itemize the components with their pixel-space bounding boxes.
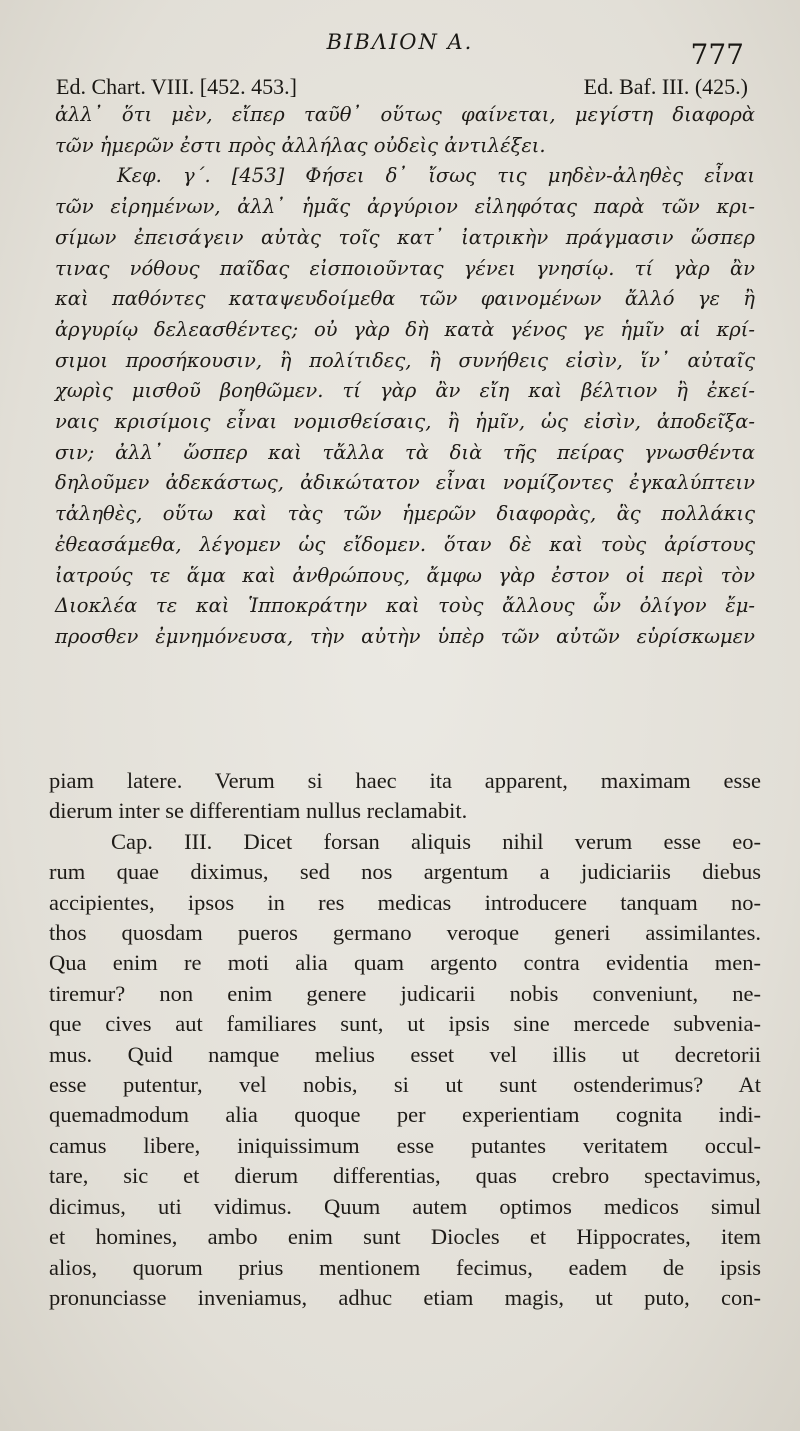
latin-line: dierum inter se differentiam nullus reclamabit. [49,798,468,824]
latin-line: que cives aut familiares sunt, ut ipsis sine mercede subvenia- [49,1011,761,1037]
greek-line: καὶ παθόντες καταψευδοίμεθα τῶν φαινομένων ἄλλό γε ἢ [55,287,755,311]
greek-line: προσθεν ἐμνημόνευσα, τὴν αὐτὴν ὑπὲρ τῶν αὐτῶν εὑρίσκωμεν [55,624,755,648]
greek-line: χωρὶς μισθοῦ βοηθῶμεν. τί γὰρ ἂν εἴη καὶ βέλτιον ἢ ἐκεί- [55,379,755,403]
greek-line: σιν; ἀλλ᾽ ὥσπερ καὶ τἄλλα τὰ διὰ τῆς πείρας γνωσθέντα [55,440,755,464]
latin-line: thos quosdam pueros germano veroque generi assimilantes. [49,920,761,946]
greek-line: ἀργυρίῳ δελεασθέντες; οὐ γὰρ δὴ κατὰ γένος γε ἡμῖν αἱ κρί- [55,317,755,341]
greek-line: τινας νόθους παῖδας εἰσποιοῦντας γένει γνησίῳ. τί γὰρ ἂν [55,256,755,280]
latin-line: alios, quorum prius mentionem fecimus, eadem de ipsis [49,1254,761,1280]
greek-line: ἀλλ᾽ ὅτι μὲν, εἴπερ ταῦθ᾽ οὕτως φαίνεται, μεγίστη διαφορὰ [55,103,755,126]
greek-line: σιμοι προσήκουσιν, ἢ πολίτιδες, ἢ συνήθεις εἰσὶν, ἵν᾽ αὐταῖς [55,348,755,372]
greek-text-block [55,100,755,653]
latin-line: camus libere, iniquissimum esse putantes veritatem occul- [49,1132,761,1158]
latin-line: Qua enim re moti alia quam argento contra evidentia men- [49,950,761,976]
latin-line: quemadmodum alia quoque per experientiam cognita indi- [49,1102,761,1128]
latin-line: et homines, ambo enim sunt Diocles et Hippocrates, item [49,1224,761,1250]
latin-text-block [49,766,761,1313]
latin-line: rum quae diximus, sed nos argentum a judiciariis diebus [49,859,761,885]
greek-line: δηλοῦμεν ἀδεκάστως, ἀδικώτατον εἶναι νομίζοντες ἐγκαλύπτειν [55,471,755,495]
greek-line: ναις κρισίμοις εἶναι νομισθείσαις, ἢ ἡμῖν, ὡς εἰσὶν, ἀποδεῖξα- [55,410,755,434]
edition-reference-chartier: Ed. Chart. VIII. [452. 453.] [56,74,297,99]
latin-line: tare, sic et dierum differentias, quas crebro spectavimus, [49,1163,761,1189]
edition-reference-basel: Ed. Baf. III. (425.) [583,74,748,99]
greek-line: ἰατρούς τε ἅμα καὶ ἀνθρώπους, ἄμφω γὰρ ἐστον οἱ περὶ τὸν [55,563,755,587]
latin-line: pronunciasse inveniamus, adhuc etiam magis, ut puto, con- [49,1284,761,1310]
greek-line: τῶν ἡμερῶν ἐστι πρὸς ἀλλήλας οὐδεὶς ἀντιλέξει. [55,133,546,157]
greek-line-chapter-start: Κεφ. γ΄. [453] Φήσει δ᾽ ἴσως τις μηδὲν-ἀληθὲς εἶναι [117,164,755,188]
latin-line: esse putentur, vel nobis, si ut sunt ostenderimus? At [49,1072,761,1098]
latin-line: mus. Quid namque melius esset vel illis ut decretorii [49,1041,761,1067]
greek-line: τῶν εἰρημένων, ἀλλ᾽ ἡμᾶς ἀργύριον εἰληφότας παρὰ τῶν κρι- [55,195,755,219]
latin-line: accipientes, ipsos in res medicas introducere tanquam no- [49,889,761,915]
greek-line: ἐθεασάμεθα, λέγομεν ὡς εἴδομεν. ὅταν δὲ καὶ τοὺς ἀρίστους [55,532,755,556]
running-title: BIBΛΙΟΝ Α. [326,30,474,54]
greek-line: Διοκλέα τε καὶ Ἱπποκράτην καὶ τοὺς ἄλλους ὧν ὀλίγον ἔμ- [55,594,755,618]
latin-line: dicimus, uti vidimus. Quum autem optimos medicos simul [49,1193,761,1219]
latin-line-chapter-start: Cap. III. Dicet forsan aliquis nihil verum esse eo- [111,828,761,854]
greek-line: τἀληθὲς, οὕτω καὶ τὰς τῶν ἡμερῶν διαφορὰς, ἃς πολλάκις [55,502,755,526]
latin-line: tiremur? non enim genere judicarii nobis conveniunt, ne- [49,980,761,1006]
latin-line: piam latere. Verum si haec ita apparent, maximam esse [49,768,761,793]
greek-line: σίμων ἐπεισάγειν αὐτὰς τοῖς κατ᾽ ἰατρικὴν πράγμασιν ὥσπερ [55,225,755,249]
page-number: 777 [690,38,744,71]
